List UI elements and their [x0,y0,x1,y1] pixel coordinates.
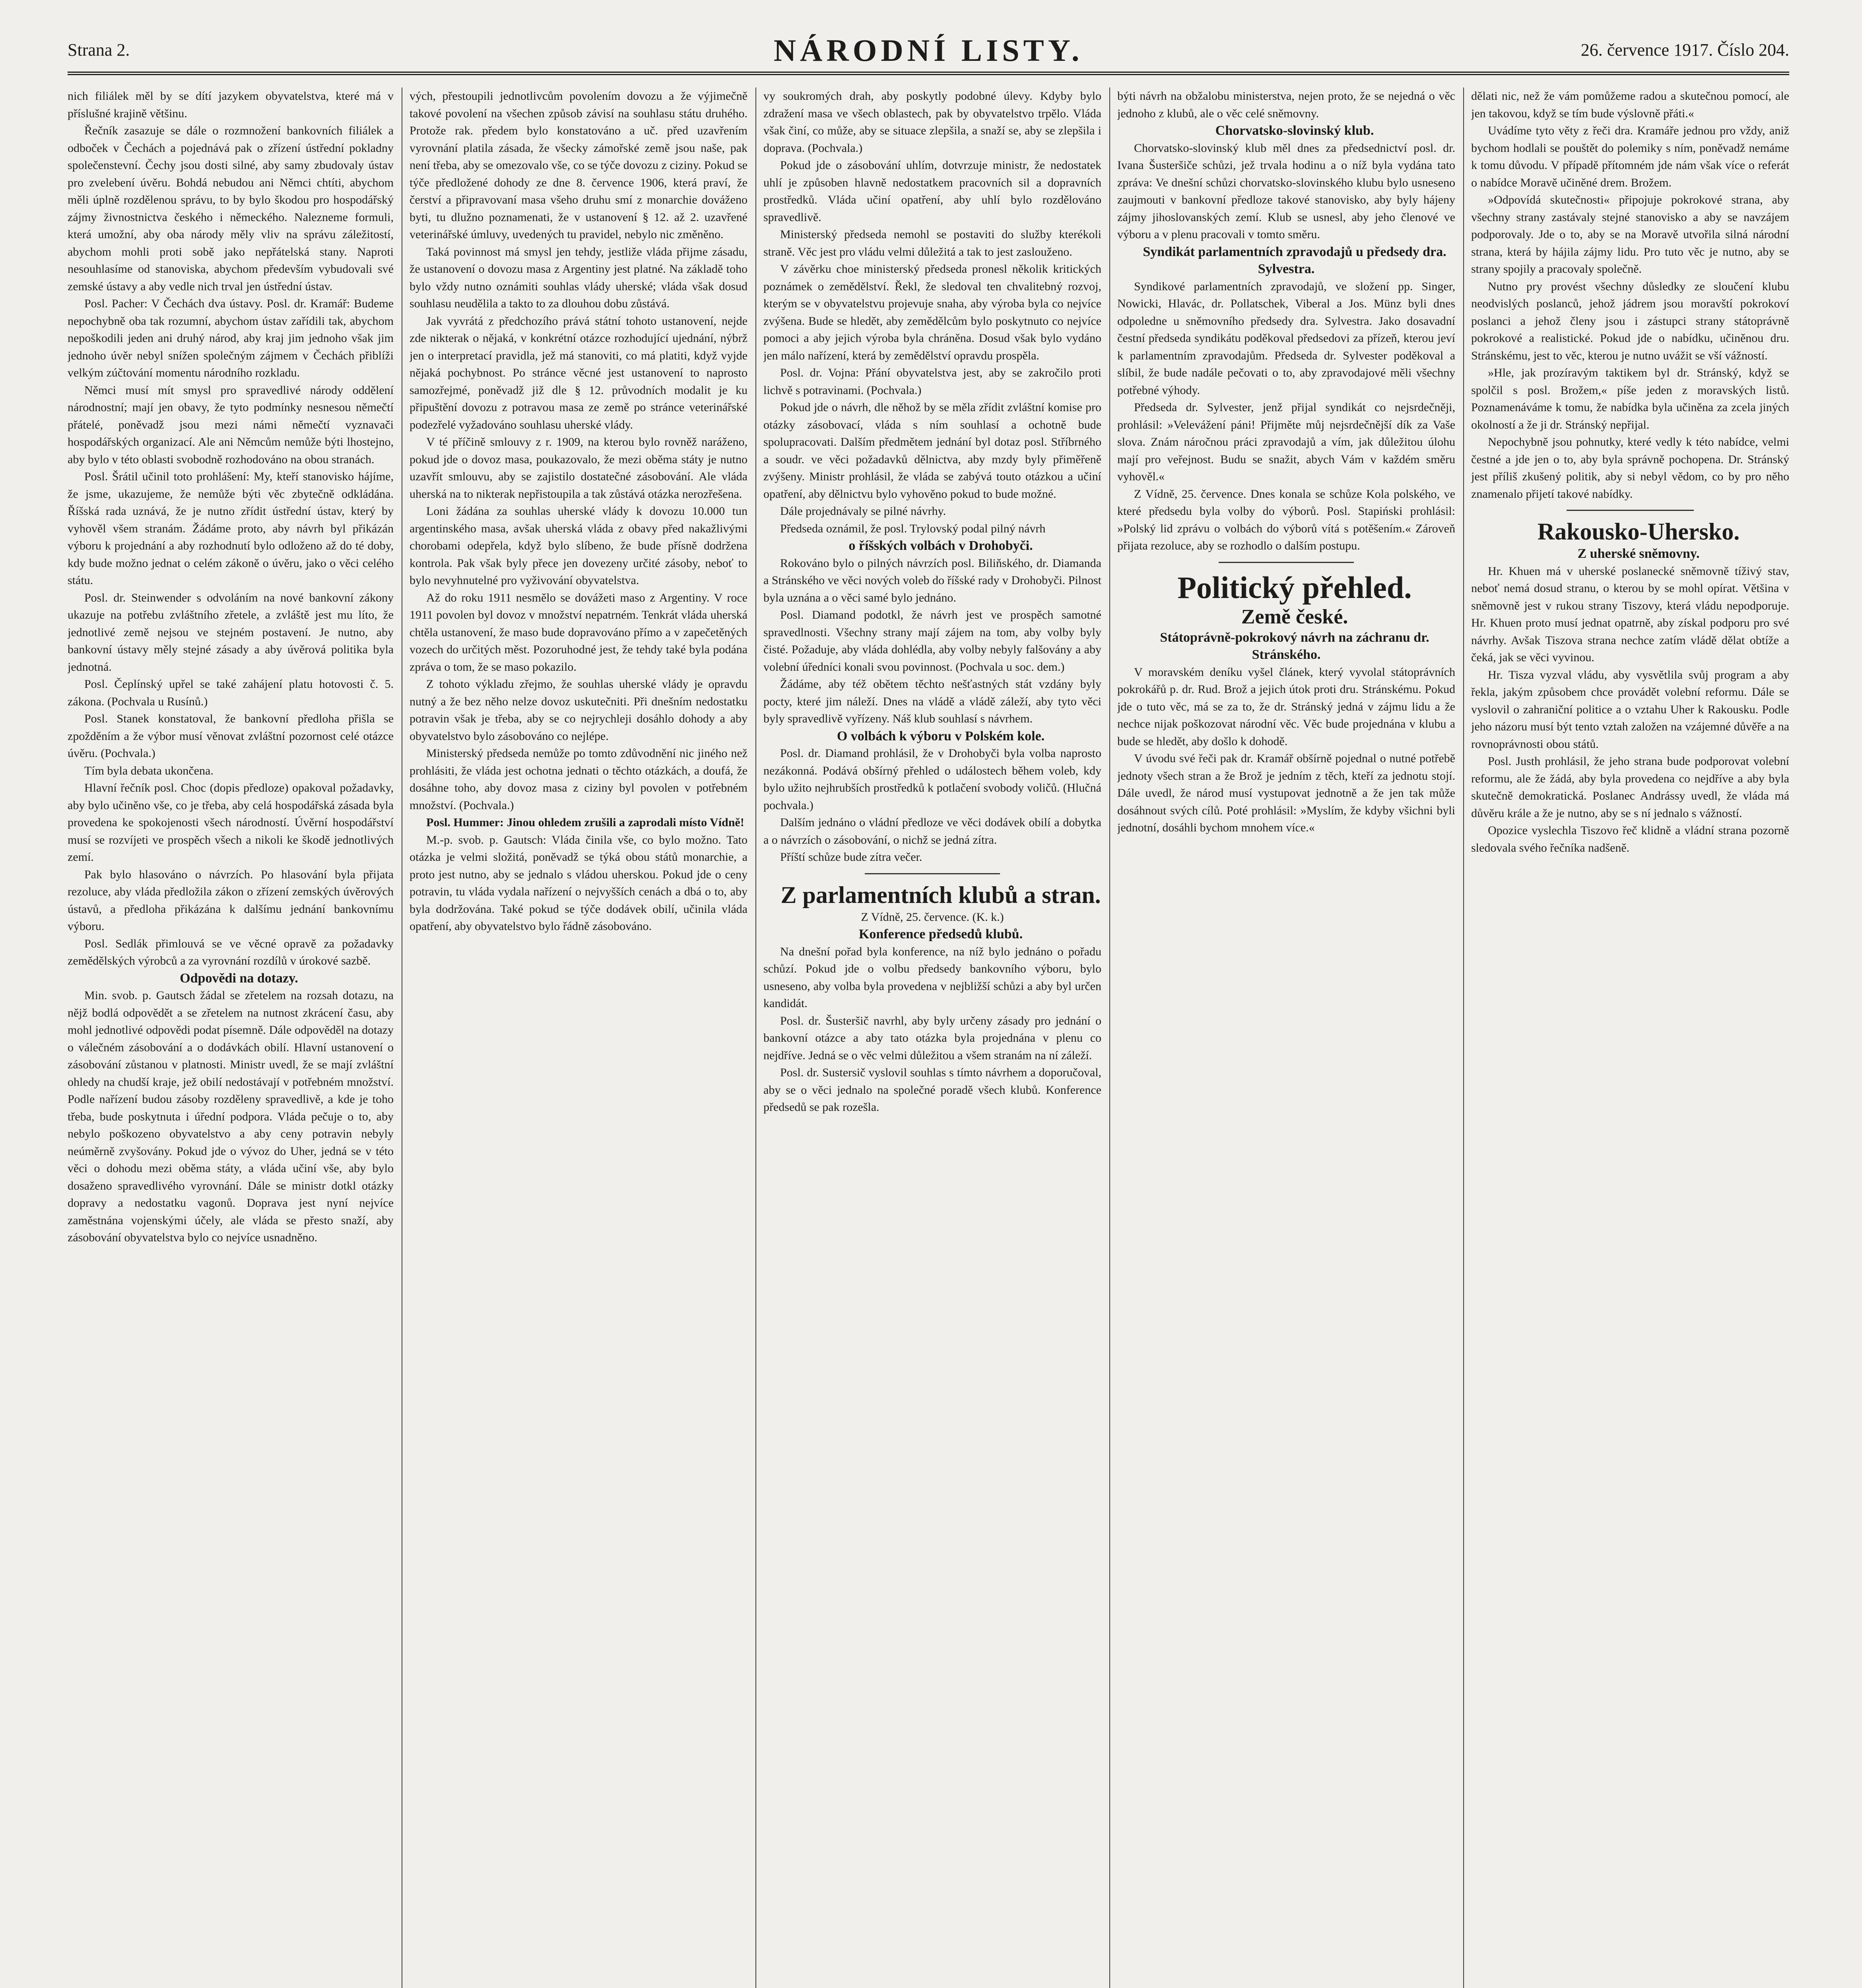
paragraph: Posl. Sedlák přimlouvá se ve věcné opravě za požadavky zemědělských výrobců a za vyrovnání rozdílů v úrokové sazbě. [68,937,394,967]
paragraph: Pak bylo hlasováno o návrzích. Po hlasování byla přijata rezoluce, aby vláda předložila zákon o zřízení zemských úvěrových ústavů, a předloha přikázána k dalšímu jednání bankovnímu výboru. [68,868,394,933]
masthead-title: NÁRODNÍ LISTY. [773,33,1083,68]
column-rule [1463,87,1464,1988]
paragraph: Uvádíme tyto věty z řeči dra. Kramáře jednou pro vždy, aniž bychom hodlali se pouštět do polemiky s ním, poněvadž nemáme k tomu důvodu. V případě přítomném jde nám však více o referát o nabídce Moravě učiněné drem. Brožem. [1471,124,1789,189]
column-4 [1117,87,1455,1988]
paragraph: Posl. dr. Steinwender s odvoláním na nové bankovní zákony ukazuje na potřebu zvláštního zřetele, a zvláště jest mu líto, že jednotlivé země nejsou ve stejném postavení. Je nutno, aby bankovní ústavy měly stejné zásady a aby úvěrová politika byla jednotná. [68,591,394,674]
section-heading: Z parlamentních klubů a stran. [781,881,1101,908]
paragraph: Rokováno bylo o pilných návrzích posl. Biliňského, dr. Diamanda a Stránského ve věci nových voleb do říšské rady v Drohobyči. Pilnost byla uznána a o věci samé bylo jednáno. [763,556,1101,604]
section-subheading: Syndikát parlamentních zpravodajů u předsedy dra. Sylvestra. [1143,244,1446,276]
paragraph: Příští schůze bude zítra večer. [780,850,922,864]
paragraph: Posl. Diamand podotkl, že návrh jest ve prospěch samotné spravedlnosti. Všechny strany mají zájem na tom, aby volby byly čisté. Požaduje, aby vláda dohlédla, aby volby nebyly falšovány a aby volební úředníci konali svou povinnost. (Pochvala u soc. dem.) [763,608,1101,674]
paragraph: nich filiálek měl by se dítí jazykem obyvatelstva, které má v příslušné krajině většinu. [68,89,394,120]
paragraph: Předseda dr. Sylvester, jenž přijal syndikát co nejsrdečněji, prohlásil: »Velevážení páni! Přijměte můj nejsrdečnější dík za Vaše slova. Znám náročnou práci zpravodajů a vím, jak důležitou úlohu mají pro veřejnost. Budu se snažit, abych Vám v každém směru vyhověl.« [1117,401,1455,483]
paragraph: Loni žádána za souhlas uherské vlády k dovozu 10.000 tun argentinského masa, avšak uherská vláda z obavy před nakažlivými chorobami odepřela, když bylo slíbeno, že bude přísně dodržena kontrola. Pak však byly přece jen dovezeny určité zásoby, neboť to bylo nevyhnutelné pro vyživování obyvatelstva. [410,505,748,587]
column-1 [68,87,394,1988]
paragraph: Syndikové parlamentních zpravodajů, ve složení pp. Singer, Nowicki, Hlavác, dr. Pollatschek, Viberal a Jos. Münz byli dnes odpoledne u sněmovního předsedy dra. Sylvestra. Jako dosavadní čestní předseda syndikátu poděkoval předsedovi za přízeň, kterou jeví k parlamentním zpravodajům. Předseda dr. Sylvester poděkoval a slíbil, že bude nadále pečovati o to, aby zpravodajové měli všechny potřebné výhody. [1117,280,1455,397]
paragraph: Dále projednávaly se pilné návrhy. [780,505,946,518]
page-header [68,24,1789,75]
paragraph: býti návrh na obžalobu ministerstva, nejen proto, že se nejedná o věc jednoho z klubů, ale o věc celé sněmovny. [1117,89,1455,120]
paragraph: Ministerský předseda nemohl se postaviti do služby kterékoli straně. Věc jest pro vládu velmi důležitá a tak to jest zaslouženo. [763,228,1101,258]
section-subheading: o říšských volbách v Drohobyči. [848,538,1033,553]
separator-rule [1567,510,1694,511]
paragraph: Posl. Justh prohlásil, že jeho strana bude podporovat volební reformu, ale že žádá, aby byla provedena co nejdříve a aby byla skutečně demokratická. Poslanec Andrássy uvedl, že vláda má důvěru krále a že je nutno, aby se s ní jednalo s vážností. [1471,755,1789,820]
paragraph: Posl. Čeplínský upřel se také zahájení platu hotovosti č. 5. zákona. (Pochvala u Rusínů.) [68,678,394,708]
paragraph: V závěrku choe ministerský předseda pronesl několik kritických poznámek o zemědělství. Řekl, že sledoval ten chvalitebný rozvoj, kterým se v obyvatelstvu projevuje snaha, aby výroba byla co nejvíce zvýšena. Bude se hledět, aby zemědělcům bylo poskytnuto co nejvíce pomoci a aby jejich výroba byla chráněna. Dosud však bylo vydáno jen málo nařízení, která by zemědělství opravdu prospěla. [763,262,1101,362]
date-and-issue: 26. července 1917. Číslo 204. [1580,40,1789,60]
column-rule [1109,87,1110,1988]
section-subheading: O volbách k výboru v Polském kole. [837,728,1045,744]
column-2 [410,87,748,1988]
section-subheading: Konference předsedů klubů. [858,927,1023,942]
paragraph: Z Vídně, 25. července. Dnes konala se schůze Kola polského, ve které předsedu byla volby do výborů. Posl. Stapiński prohlásil: »Polský lid zprávu o volbách do výborů vítá s potěšením.« Zároveň přijata rezoluce, aby se rozhodlo o dalším postupu. [1117,487,1455,552]
paragraph: Na dnešní pořad byla konference, na níž bylo jednáno o pořadu schůzí. Pokud jde o volbu předsedy bankovního výboru, bylo usneseno, aby volba byla provedena v nejbližší schůzi a aby byl určen kandidát. [763,945,1101,1010]
paragraph: Posl. dr. Vojna: Přání obyvatelstva jest, aby se zakročilo proti lichvě s potravinami. (Pochvala.) [763,366,1101,397]
paragraph: Posl. dr. Diamand prohlásil, že v Drohobyči byla volba naprosto nezákonná. Podává obšírný přehled o událostech během voleb, kdy bylo užito nejhrubších prostředků k potlačení svobody voličů. (Hlučná pochvala.) [763,747,1101,812]
paragraph: Dalším jednáno o vládní předloze ve věci dodávek obilí a dobytka a o návrzích o zásobování, o nichž se jedná zítra. [763,816,1101,846]
column-3 [763,87,1101,1988]
paragraph: Posl. dr. Sustersič vyslovil souhlas s tímto návrhem a doporučoval, aby se o věci jednalo na společné poradě všech klubů. Konference předsedů se pak rozešla. [763,1066,1101,1114]
paragraph: Jak vyvrátá z předchozího prává státní tohoto ustanovení, nejde zde nikterak o nějaká, v konkrétní otázce rozhodující ujednání, nýbrž jen o interpretací pravidla, jež má stanoviti, co má platiti, když vyjde nějaká pochybnost. Po stránce věcné jest ustanovení to naprosto samozřejmé, poněvadž již dle § 12. průvodních modalit je ku připuštění dovozu z potravou masa ze země po stránce veterinářské podezřelé vyžadováno souhlasu uherské vlády. [410,314,748,431]
paragraph: Posl. dr. Šusteršič navrhl, aby byly určeny zásady pro jednání o bankovní otázce a aby tato otázka byla projednána v plenu co nejdříve. Jedná se o věc velmi důležitou a všem stranám na ní záleží. [763,1014,1101,1062]
paragraph: Němci musí mít smysl pro spravedlivé národy oddělení národnostní; mají jen obavy, že tyto podmínky nesnesou němečtí přátelé, poněvadž jsou mezi námi němečtí vyznavači hospodářských organizací. Ale ani Němcům nemůže býti lhostejno, aby bylo v této oblasti svobodně rozhodováno na obou stranách. [68,383,394,466]
section-subheading: Země české. [1241,605,1348,628]
paragraph: Z tohoto výkladu zřejmo, že souhlas uherské vlády je opravdu nutný a že bez něho nelze dovoz uskutečniti. Při dnešním nedostatku potravin však je třeba, aby se co nejrychleji dosáhlo dohody a aby obyvatelstvo bylo zásobováno co nejlépe. [410,678,748,743]
paragraph: Posl. Šrátil učinil toto prohlášení: My, kteří stanovisko hájíme, že jsme, ukazujeme, že nemůže býti věc zbytečně odkládána. Říšská rada uznává, že je nutno zřídit ústřední ústav, který by vyhověl všem stranám. Žádáme proto, aby návrh byl přikázán výboru k projednání a aby rozhodnutí bylo odloženo až do té doby, kdy bude možno jednat o celém zákoně o úvěru, jako o věci celého státu. [68,470,394,587]
column-5 [1471,87,1789,1988]
paragraph: Posl. Pacher: V Čechách dva ústavy. Posl. dr. Kramář: Budeme nepochybně oba tak rozumní, abychom ústav zařídili tak, abychom nepoškodili jeden ani druhý národ, aby kraj jim jednoho však jim jednoho úvěr nebyl snížen společným zájmem v Čechách přiblíži velkým zúčtování momentu národního rozkladu. [68,297,394,379]
paragraph: Žádáme, aby též obětem těchto nešťastných stát vzdány byly pocty, které jim náleží. Dnes na vládě a vládě záleží, aby tyto věci byly spravedlivě vyřízeny. Náš klub souhlasí s návrhem. [763,678,1101,725]
paragraph: Hlavní řečník posl. Choc (dopis předloze) opakoval požadavky, aby bylo učiněno vše, co je třeba, aby celá hospodářská zásada byla provedena ke spokojenosti všech národností. Úvěrní hospodářství musí se rozvíjeti ve prospěch všech a nikoli ke škodě jednotlivých zemí. [68,781,394,864]
section-subheading: Chorvatsko-slovinský klub. [1215,123,1374,138]
page-number: Strana 2. [68,40,130,60]
paragraph: Předseda oznámil, že posl. Trylovský podal pilný návrh [780,522,1046,535]
paragraph: vých, přestoupili jednotlivcům povolením dovozu a že výjimečně takové povolení na všechen způsob závisí na souhlasu státu druhého. Protože rak. předem bylo konstatováno a uč. před uzavřením vyrovnání platila zásada, že všecky zámořské země jsou naše, pak není třeba, aby se omezovalo vše, co se týče dovozu z ciziny. Pokud se týče předložené dohody ze dne 8. července 1906, která praví, že čerství a připravovaní masa všeho druhu smí z monarchie dováženo byti, tu dlužno poznamenati, že v ustanovení § 12. až 2. uzavřené veterinářské úmluvy, uvedených tu pravidel, nebylo nic změněno. [410,89,748,241]
paragraph: Nepochybně jsou pohnutky, které vedly k této nabídce, velmi čestné a jde jen o to, aby byla správně pochopena. Dr. Stránský jest příliš zkušený politik, aby si nebyl vědom, co by pro něho znamenalo přijetí takové nabídky. [1471,435,1789,501]
separator-rule [865,873,1000,874]
section-subheading: Z uherské sněmovny. [1577,546,1700,561]
paragraph: V té příčině smlouvy z r. 1909, na kterou bylo rovněž naráženo, pokud jde o dovoz masa, poukazovalo, že mezi oběma státy je nutno uzavřít smlouvu, aby se zajistilo dostatečné zásobování. Ale vláda uherská na to nikterak nepřistoupila a tak zůstává otázka nerozřešena. [410,435,748,501]
section-heading: Politický přehled. [1177,570,1412,605]
paragraph: Opozice vyslechla Tiszovo řeč klidně a vládní strana pozorně sledovala svého řečníka nadšeně. [1471,824,1789,854]
section-subheading: Státoprávně-pokrokový návrh na záchranu dr. Stránského. [1160,630,1429,662]
paragraph: Hr. Khuen má v uherské poslanecké sněmovně tíživý stav, neboť nemá dosud stranu, o kterou by se mohl opírat. Většina v sněmovně jest v rukou strany Tiszovy, která vládu nepodporuje. Hr. Khuen proto musí jednat opatrně, aby získal podporu pro své návrhy. Avšak Tiszova strana nechce zatím vládě dělat obtíže a čeká, jak se věci vyvinou. [1471,564,1789,664]
paragraph: Nutno pry provést všechny důsledky ze sloučení klubu neodvislých poslanců, jehož jádrem jsou moravští pokrokoví poslanci a jehož členy jsou i zástupci strany státoprávně pokrokové a realistické. Pokud jde o nabídku, učiněnou dru. Stránskému, jest to věc, kterou je nutno uvážit se vší vážností. [1471,280,1789,362]
paragraph: Tím byla debata ukončena. [84,764,214,777]
paragraph: dělati nic, než že vám pomůžeme radou a skutečnou pomocí, ale jen takovou, když se tím bude výslovně přáti.« [1471,89,1789,120]
paragraph: Taká povinnost má smysl jen tehdy, jestliže vláda přijme zásadu, že ustanovení o dovozu masa z Argentiny jest platné. Na základě toho bylo vždy nutno oznámiti souhlas vlády uherské; vláda však dosud souhlasu neudělila a takto to za dlouhou dobu zůstává. [410,245,748,310]
paragraph: V úvodu své řeči pak dr. Kramář obšírně pojednal o nutné potřebě jednoty všech stran a že Brož je jedním z těch, kteří za jednotu stojí. Dále uvedl, že národ musí vystupovat jednotně a že jen tak může dosáhnout svých cílů. Poté prohlásil: »Myslím, že kdyby všichni byli jednotní, dosáhli bychom mnohem více.« [1117,752,1455,834]
paragraph: »Hle, jak prozíravým taktikem byl dr. Stránský, když se spolčil s posl. Brožem,« píše jeden z moravských listů. Poznamenáváme k tomu, že nabídka byla učiněna za zcela jiných okolností a že ji dr. Stránský nepřijal. [1471,366,1789,431]
paragraph: Ministerský předseda nemůže po tomto zdůvodnění nic jiného než prohlásiti, že vláda jest ochotna jednati o těchto otázkách, a doufá, že dosáhne toho, aby dovoz masa z ciziny byl povolen v potřebném množství. (Pochvala.) [410,747,748,812]
section-heading: Rakousko-Uhersko. [1537,518,1740,545]
paragraph: Min. svob. p. Gautsch žádal se zřetelem na rozsah dotazu, na nějž bodlá odpovědět a se zřetelem na nutnost zkrácení času, aby mohl jednotlivé odpovědi podat písemně. Dále odpověděl na dotazy o válečném zásobování a o dodávkách obilí. Hlavní ustanovení o zásobování zůstanou v platnosti. Ministr uvedl, že se mají zvláštní ohledy na chudší kraje, jež obilí nedostávají v potřebném množství. Podle nařízení budou zásoby rozděleny spravedlivě, a kde je toho třeba, bude poskytnuta i úřední podpora. Vláda pečuje o to, aby nebylo poškozeno obyvatelstvo a aby ceny potravin nebyly neúměrně zvyšovány. Pokud jde o vývoz do Uher, jedná se v této věci o dohodu mezi oběma státy, a vláda učiní vše, aby bylo dosaženo spravedlivého vyrovnání. Dále se ministr dotkl otázky dopravy a nedostatku vagonů. Doprava jest nyní nejvíce zaměstnána vojenskými účely, ale vláda se přesto snaží, aby zásobování obyvatelstva bylo co nejvíce usnadněno. [68,989,394,1244]
column-rule [755,87,756,1988]
paragraph: V moravském deníku vyšel článek, který vyvolal státoprávních pokrokářů p. dr. Rud. Brož a jejich útok proti dru. Stránskému. Pokud jde o tuto věc, má se za to, že dr. Stránský jedná v zájmu lidu a že nechce nijak poškozovat národní věc. Věc bude projednána v klubu a bude se hledět, aby došlo k dohodě. [1117,665,1455,748]
dateline: Z Vídně, 25. července. (K. k.) [861,910,1004,924]
paragraph: »Odpovídá skutečnosti« připojuje pokrokové strana, aby všechny strany zastávaly stejné stanovisko a aby se navzájem podporovaly. Jde o to, aby se na Moravě utvořila silná národní strana, která by hájila zájmy lidu. Pro tuto věc je nutno, aby se strany spojily a pracovaly společně. [1471,193,1789,276]
paragraph: Až do roku 1911 nesmělo se dovážeti maso z Argentiny. V roce 1911 povolen byl dovoz v množství nepatrném. Tenkrát vláda uherská chtěla ustanovení, že maso bude dopravováno přímo a v zapečetěných vozech do určitých měst. Pozoruhodné jest, že tehdy také byla podána zpráva o tom, že se maso pokazilo. [410,591,748,674]
paragraph: Řečník zasazuje se dále o rozmnožení bankovních filiálek a odboček v Čechách a pojednává pak o zřízení ústřední pokladny společenstevní. Čechy jsou dosti silné, aby samy zbudovaly ústav pro zvelebení úvěru. Bohdá nebudou ani Němci chtíti, abychom měli úplně rozdělenou správu, to by bylo škodou pro hospodářský zájmy živnostnictva českého i německého. Naleznemе formuli, která umožní, aby oba národy měly vliv na správu záležitostí, abychom mohli proti sobě jako nepřátelská stany. Naproti nesouhlasíme od stanoviska, abychom především vybudovali své zemské ústavy a aby vedle nich trval jen ústřední ústav. [68,124,394,293]
paragraph: Chorvatsko-slovinský klub měl dnes za předsednictví posl. dr. Ivana Šusteršiče schůzi, jež trvala hodinu a o níž byla vydána tato zpráva: Ve dnešní schůzi chorvatsko-slovinského klubu bylo usneseno zaujmouti v bankovní předloze takové stanovisko, aby byly hájeny zájmy jihoslovanských zemí. Klub se usnesl, aby jeho členové ve výboru a v plenu pracovali v tomto směru. [1117,141,1455,241]
paragraph: Pokud jde o návrh, dle něhož by se měla zřídit zvláštní komise pro otázky zásobovací, vláda s ním souhlasí a ochotně bude spolupracovati. Dalším předmětem jednání byl dotaz posl. Stříbrného a soudr. ve věci požadavků dělnictva, aby mzdy byly přiměřeně zvýšeny. Ministr prohlásil, že vláda se zabývá touto otázkou a učiní opatření, aby dělnictvu bylo vyhověno pokud to bude možné. [763,401,1101,501]
paragraph: Posl. Stanek konstatoval, že bankovní předloha přišla se zpožděním a že výbor musí věnovat zvláštní pozornost celé otázce úvěru. (Pochvala.) [68,712,394,760]
paragraph: vy soukromých drah, aby poskytly podobné úlevy. Kdyby bylo zdražení masa ve všech oblastech, pak by obyvatelstvo trpělo. Vláda však činí, co může, aby se situace zlepšila, a snaží se, aby se zlepšila i doprava. (Pochvala.) [763,89,1101,155]
section-subheading: Odpovědi na dotazy. [180,971,298,986]
paragraph: Pokud jde o zásobování uhlím, dotvrzuje ministr, že nedostatek uhlí je způsoben hlavně nedostatkem pracovních sil a dopravních prostředků. Vláda učiní opatření, aby uhlí bylo rozdělováno spravedlivě. [763,159,1101,224]
paragraph: Hr. Tisza vyzval vládu, aby vysvětlila svůj program a aby řekla, jakým způsobem chce provádět volební reformu. Dále se vyslovil o zahraniční politice a o vztahu Uher k Rakousku. Podle jeho názoru musí být tento vztah založen na vzájemné důvěře a na rovnoprávnosti obou států. [1471,668,1789,751]
separator-rule [1219,562,1354,563]
section-subheading: Posl. Hummer: Jinou ohledem zrušili a zaprodali místo Vídně! [426,816,744,829]
paragraph: M.-p. svob. p. Gautsch: Vláda činila vše, co bylo možno. Tato otázka je velmi složitá, poněvadž se týká obou států monarchie, a proto jest nutno, aby se jednalo s vládou uherskou. Pokud jde o ceny potravin, tu vláda vydala nařízení o nejvyšších cenách a dbá o to, aby byla dodržována. Také pokud se týče dodávek obilí, učinila vláda opatření, aby obyvatelstvo bylo řádně zásobováno. [410,833,748,933]
